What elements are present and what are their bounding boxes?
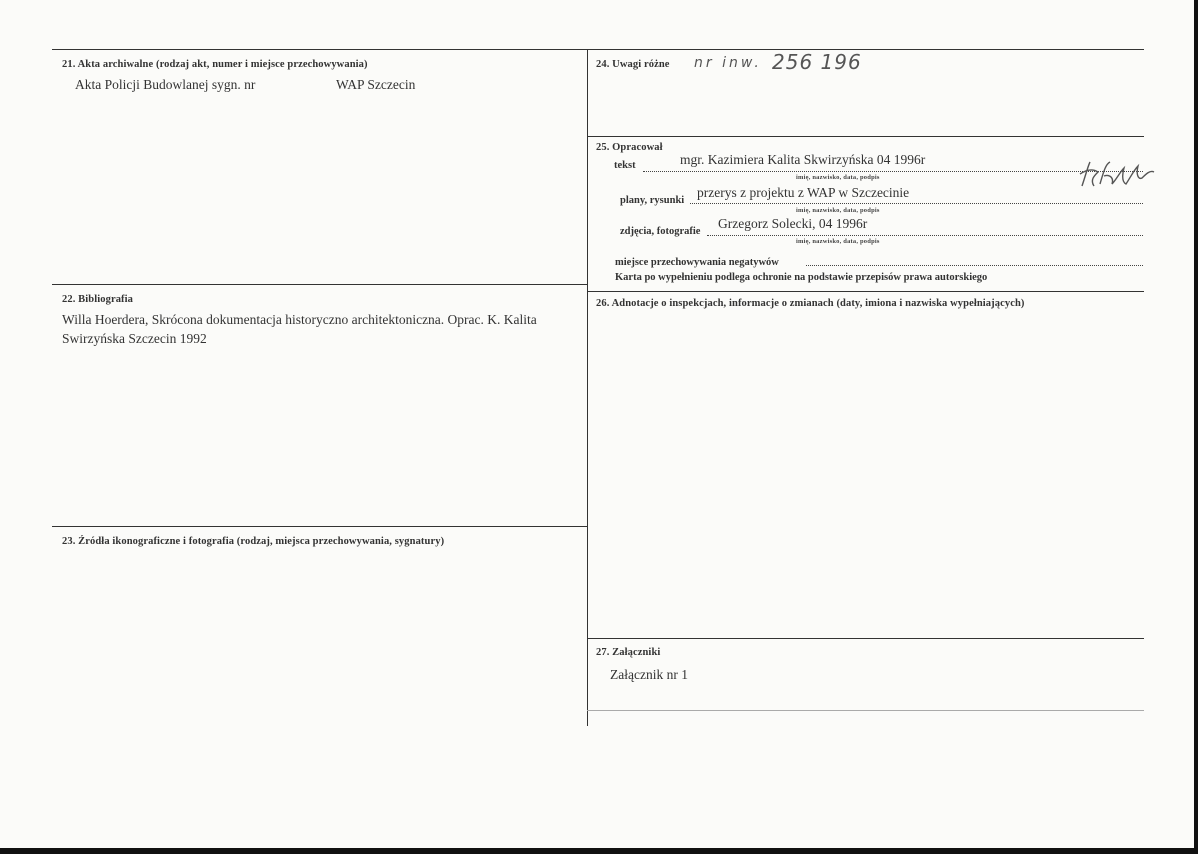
negatywy-dotted-line (806, 265, 1143, 266)
section-27-heading: 27. Załączniki (596, 647, 661, 658)
rule-21-22 (52, 284, 588, 285)
section-27-bottom-rule (587, 710, 1144, 711)
zdjecia-hint: imię, nazwisko, data, podpis (796, 238, 880, 245)
rule-25-26 (587, 291, 1144, 292)
plany-value: przerys z projektu z WAP w Szczecinie (697, 185, 910, 200)
section-21-heading: 21. Akta archiwalne (rodzaj akt, numer i miejsce przechowywania) (62, 59, 368, 70)
rule-22-23 (52, 526, 588, 527)
tekst-dotted-line (643, 171, 1143, 172)
plany-hint: imię, nazwisko, data, podpis (796, 207, 880, 214)
zdjecia-value: Grzegorz Solecki, 04 1996r (718, 216, 868, 231)
plany-label: plany, rysunki (620, 195, 685, 206)
section-24-handwritten-prefix: nr inw. (694, 55, 762, 71)
section-24-heading: 24. Uwagi różne (596, 59, 670, 70)
tekst-value: mgr. Kazimiera Kalita Skwirzyńska 04 1996r (680, 152, 926, 167)
zdjecia-dotted-line (707, 235, 1143, 236)
scan-edge-right (1194, 0, 1198, 854)
section-22-heading: 22. Bibliografia (62, 294, 134, 305)
section-23-heading: 23. Źródła ikonograficzne i fotografia (rodzaj, miejsca przechowywania, sygnatury) (62, 536, 445, 547)
scan-edge-bottom (0, 848, 1198, 854)
rule-24-25 (587, 136, 1144, 137)
section-26-heading: 26. Adnotacje o inspekcjach, informacje o zmianach (daty, imiona i nazwiska wypełniających) (596, 298, 1025, 309)
tekst-label: tekst (614, 160, 636, 171)
column-divider (587, 49, 588, 726)
zdjecia-label: zdjęcia, fotografie (620, 226, 701, 237)
section-24-handwritten-number: 256 196 (772, 50, 862, 74)
section-25-heading: 25. Opracował (596, 142, 663, 153)
plany-dotted-line (690, 203, 1143, 204)
rule-26-27 (587, 638, 1144, 639)
copyright-note: Karta po wypełnieniu podlega ochronie na podstawie przepisów prawa autorskiego (615, 272, 988, 283)
negatywy-label: miejsce przechowywania negatywów (615, 257, 779, 268)
section-21-value-right: WAP Szczecin (336, 77, 416, 92)
section-22-value: Willa Hoerdera, Skrócona dokumentacja historyczno architektoniczna. Oprac. K. Kalita Swirzyńska Szczecin 1992 (62, 312, 537, 346)
section-21-value-left: Akta Policji Budowlanej sygn. nr (75, 77, 256, 92)
section-27-value: Załącznik nr 1 (610, 667, 688, 682)
top-rule (52, 49, 1144, 50)
tekst-hint: imię, nazwisko, data, podpis (796, 174, 880, 181)
signature (1076, 156, 1158, 192)
